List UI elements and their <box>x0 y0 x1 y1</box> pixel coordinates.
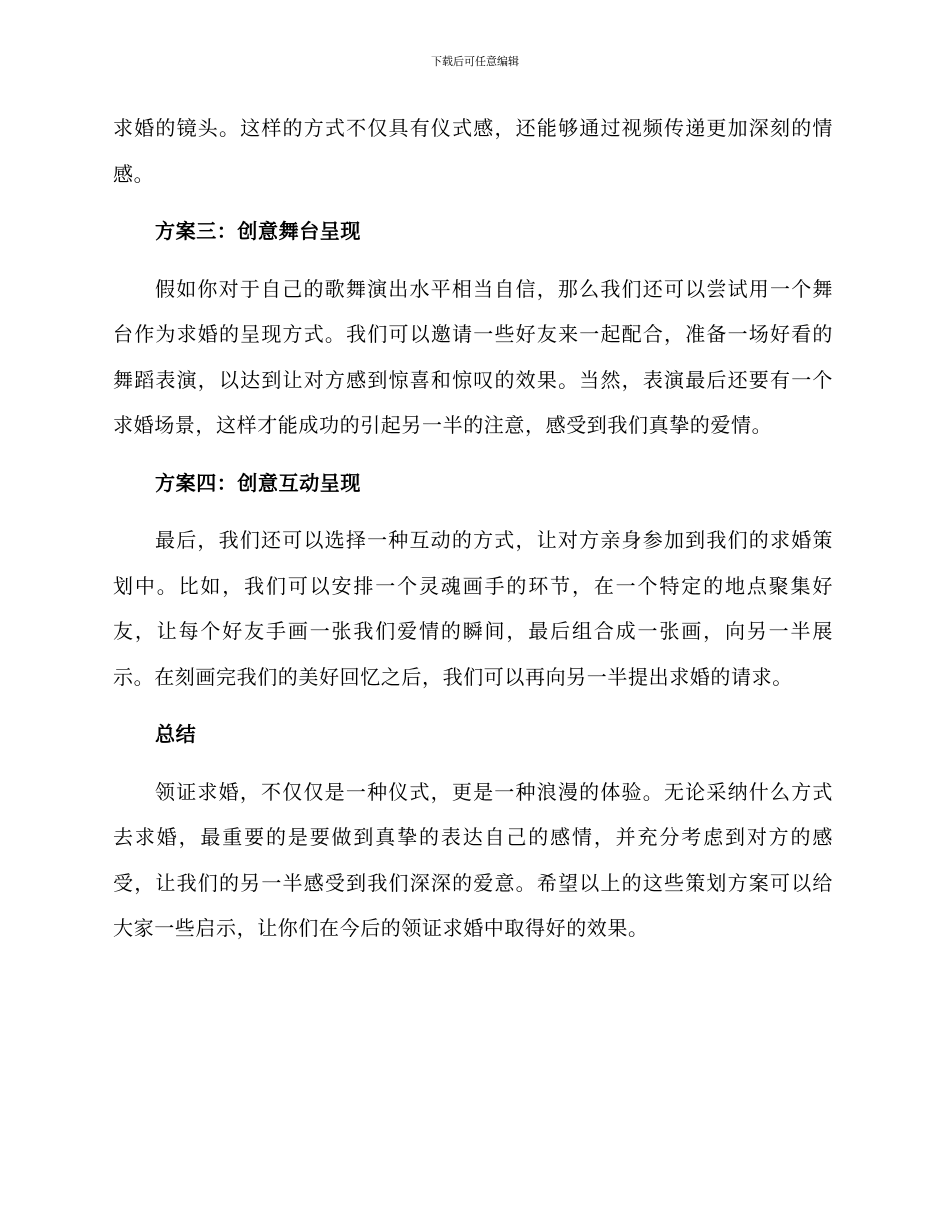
plan-4-paragraph: 最后，我们还可以选择一种互动的方式，让对方亲身参加到我们的求婚策划中。比如，我们可以安排一个灵魂画手的环节，在一个特定的地点聚集好友，让每个好友手画一张我们爱情的瞬间，最后组合成一张画，向另一半展示。在刻画完我们的美好回忆之后，我们可以再向另一半提出求婚的请求。 <box>113 528 833 689</box>
plan-3-paragraph: 假如你对于自己的歌舞演出水平相当自信，那么我们还可以尝试用一个舞台作为求婚的呈现方式。我们可以邀请一些好友来一起配合，准备一场好看的舞蹈表演，以达到让对方感到惊喜和惊叹的效果。当然，表演最后还要有一个求婚场景，这样才能成功的引起另一半的注意，感受到我们真挚的爱情。 <box>113 276 833 437</box>
section-heading-plan-3: 方案三：创意舞台呈现 <box>155 219 361 243</box>
summary-paragraph: 领证求婚，不仅仅是一种仪式，更是一种浪漫的体验。无论采纳什么方式去求婚，最重要的是要做到真挚的表达自己的感情，并充分考虑到对方的感受，让我们的另一半感受到我们深深的爱意。希望以上的这些策划方案可以给大家一些启示，让你们在今后的领证求婚中取得好的效果。 <box>113 779 833 940</box>
intro-paragraph: 求婚的镜头。这样的方式不仅具有仪式感，还能够通过视频传递更加深刻的情感。 <box>113 116 833 186</box>
section-heading-summary: 总结 <box>155 722 197 746</box>
page-header: 下载后可任意编辑 <box>431 55 519 68</box>
document-body <box>113 106 833 952</box>
section-heading-plan-4: 方案四：创意互动呈现 <box>155 470 361 495</box>
